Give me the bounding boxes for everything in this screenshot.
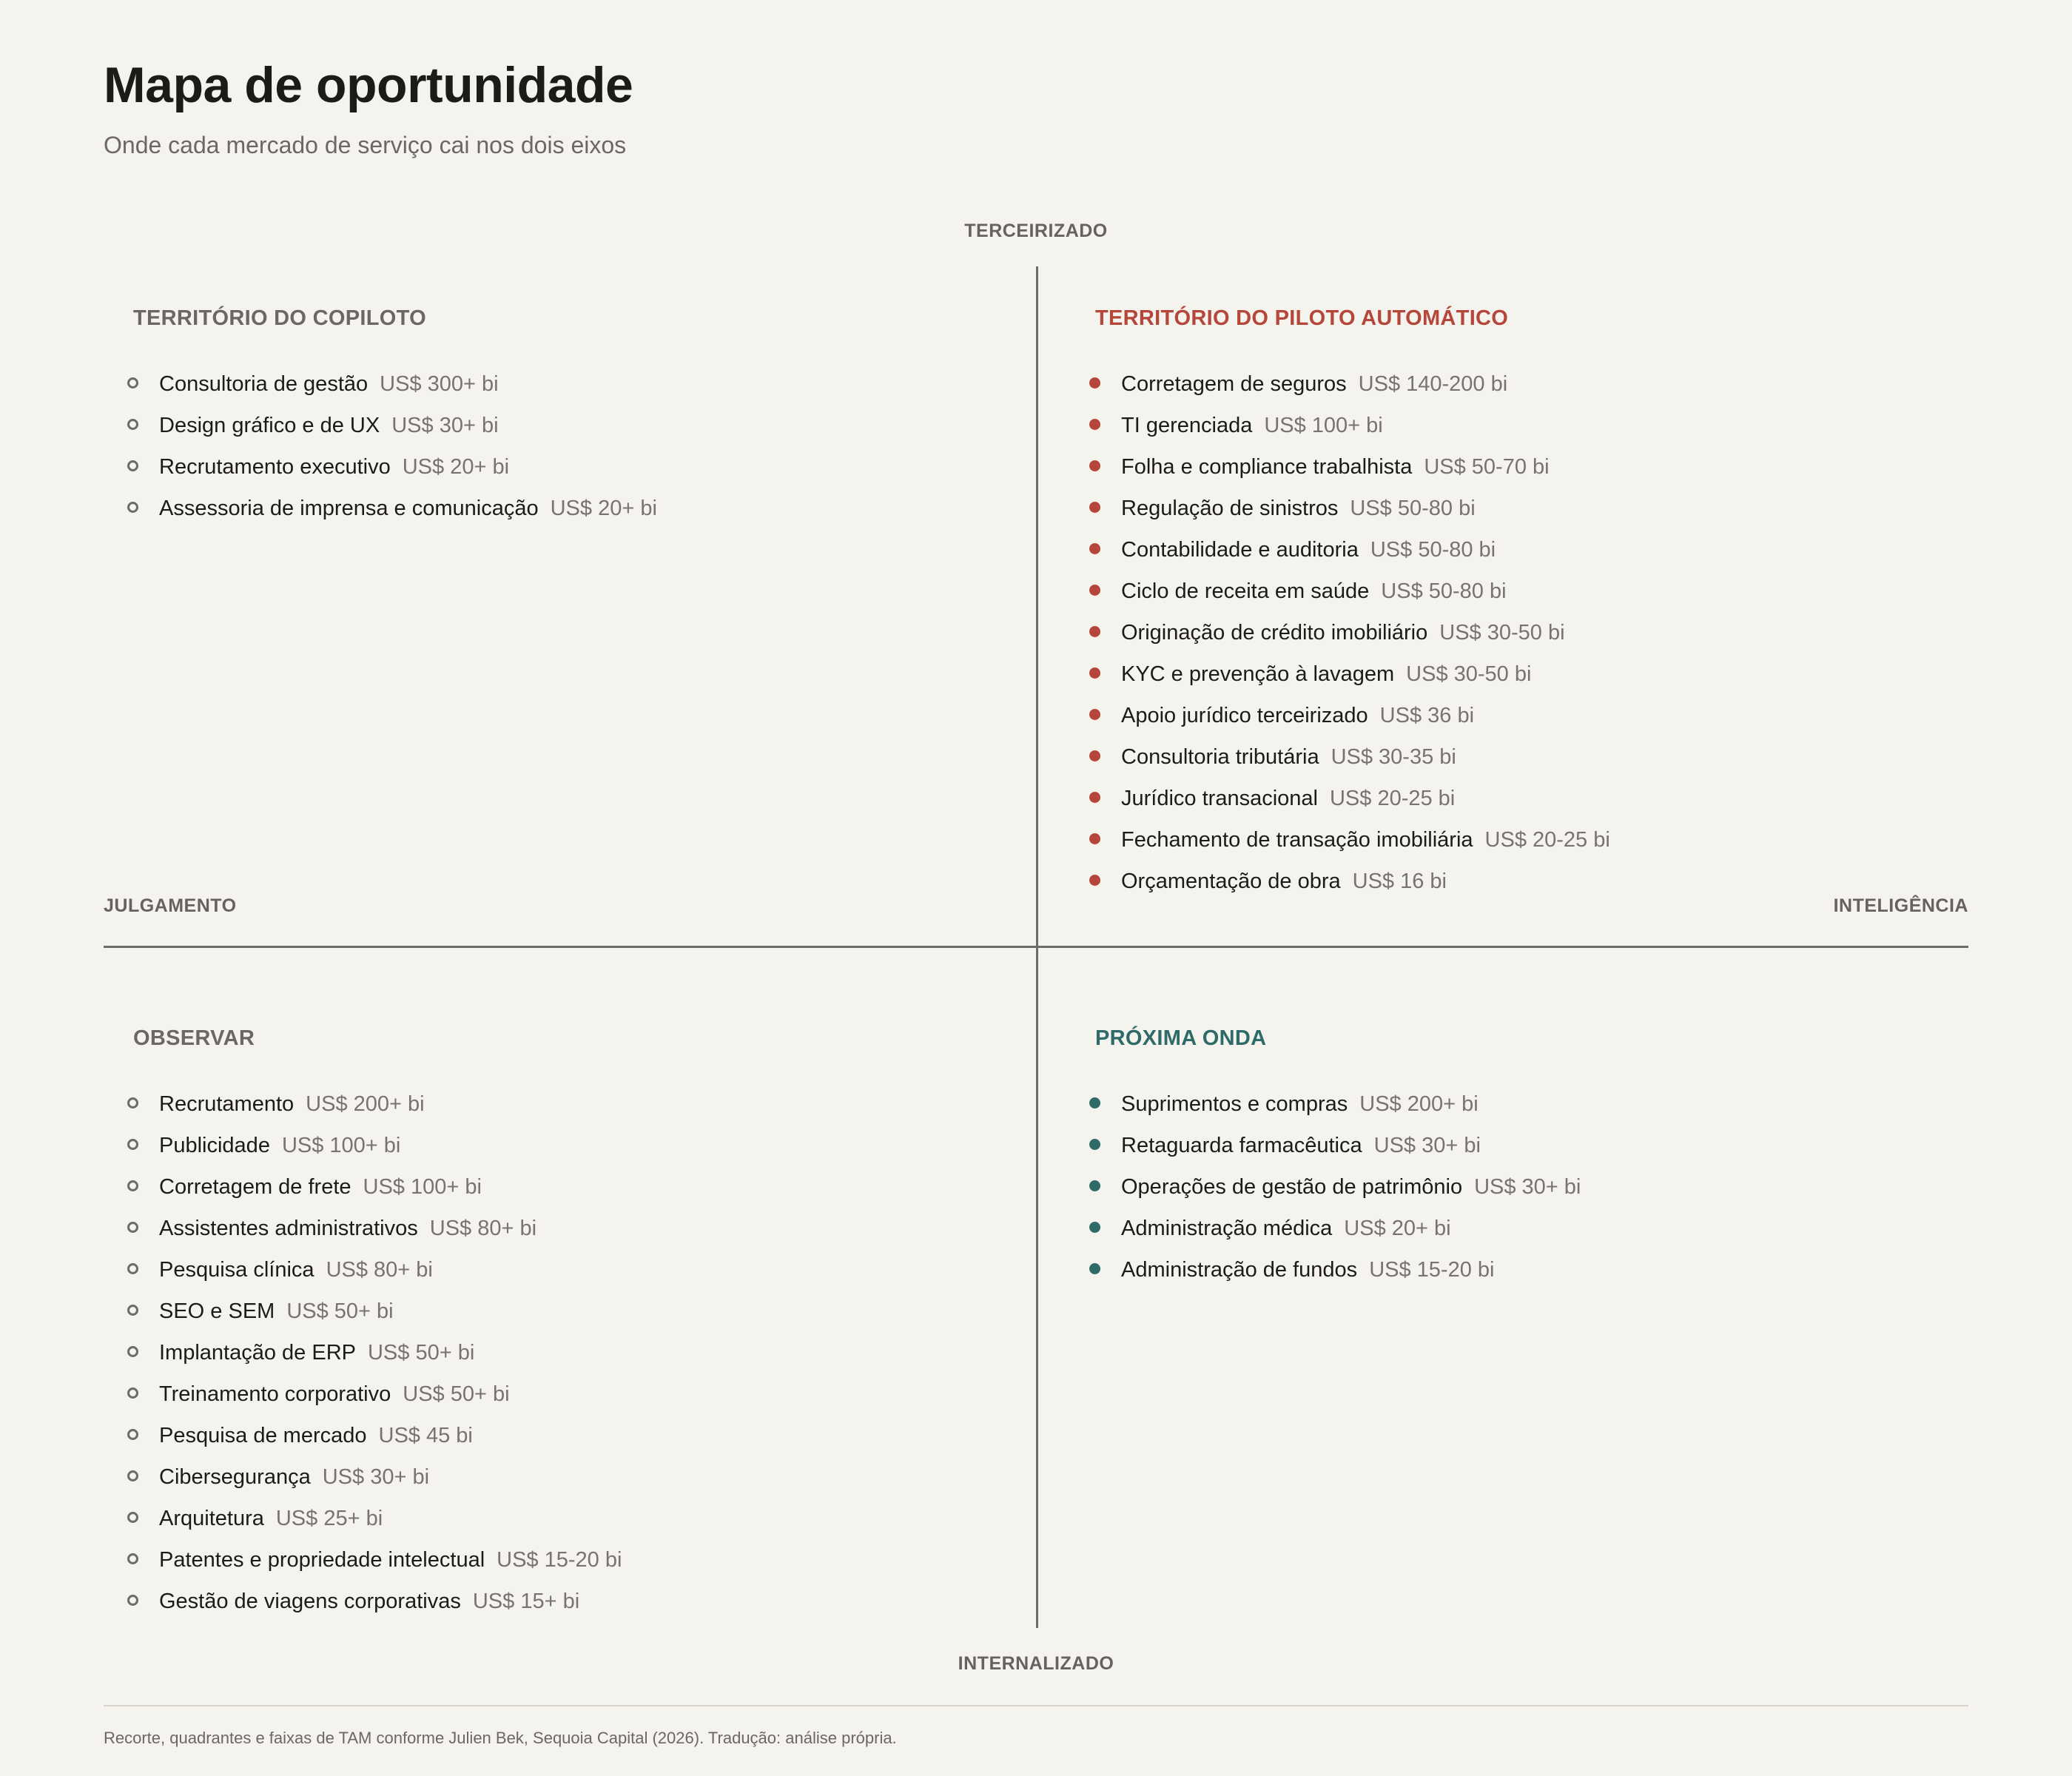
- item-name: Consultoria de gestão: [159, 371, 369, 396]
- item-value: US$ 16 bi: [1352, 869, 1447, 893]
- item-name: Implantação de ERP: [159, 1340, 356, 1365]
- bullet-icon: [1089, 1139, 1100, 1150]
- bullet-icon: [127, 1346, 138, 1357]
- item-value: US$ 20+ bi: [1344, 1216, 1451, 1240]
- bullet-icon: [127, 1470, 138, 1481]
- bullet-icon: [127, 1222, 138, 1233]
- list-item: [118, 1415, 622, 1456]
- bullet-icon: [1089, 1263, 1100, 1274]
- list-item: [118, 1166, 622, 1208]
- item-name: Treinamento corporativo: [159, 1382, 391, 1406]
- item-value: US$ 30-50 bi: [1439, 620, 1565, 645]
- quadrant-list: [1080, 363, 1610, 902]
- item-name: Apoio jurídico terceirizado: [1121, 703, 1368, 727]
- item-value: US$ 20+ bi: [402, 454, 510, 479]
- list-item: [118, 1581, 622, 1622]
- bullet-icon: [1089, 1180, 1100, 1191]
- item-value: US$ 50-80 bi: [1370, 537, 1496, 562]
- bullet-icon: [127, 1263, 138, 1274]
- item-value: US$ 36 bi: [1379, 703, 1475, 727]
- list-item: [118, 1083, 622, 1125]
- list-item: [118, 1208, 622, 1249]
- bullet-icon: [1089, 543, 1100, 554]
- quadrant-top-right: [1080, 306, 1610, 902]
- item-name: Orçamentação de obra: [1121, 869, 1341, 893]
- item-value: US$ 100+ bi: [281, 1133, 401, 1157]
- item-name: Jurídico transacional: [1121, 786, 1318, 810]
- quadrant-title: PRÓXIMA ONDA: [1095, 1026, 1267, 1050]
- item-name: Patentes e propriedade intelectual: [159, 1547, 485, 1572]
- list-item: [1080, 363, 1610, 405]
- bullet-icon: [127, 1553, 138, 1564]
- list-item: [1080, 405, 1610, 446]
- bullet-icon: [127, 460, 138, 471]
- list-item: [118, 488, 657, 529]
- item-name: Assessoria de imprensa e comunicação: [159, 496, 539, 520]
- item-name: Pesquisa clínica: [159, 1257, 314, 1282]
- list-item: [118, 1373, 622, 1415]
- item-value: US$ 50+ bi: [367, 1340, 475, 1365]
- item-value: US$ 30+ bi: [391, 413, 499, 437]
- quadrant-top-left: [118, 306, 657, 529]
- item-value: US$ 50-80 bi: [1381, 579, 1507, 603]
- list-item: [118, 1125, 622, 1166]
- bullet-icon: [1089, 875, 1100, 886]
- list-item: [1080, 1208, 1581, 1249]
- bullet-icon: [127, 1595, 138, 1606]
- list-item: [118, 363, 657, 405]
- item-name: Administração médica: [1121, 1216, 1333, 1240]
- item-name: Administração de fundos: [1121, 1257, 1358, 1282]
- axis-label-right: INTELIGÊNCIA: [1833, 895, 1968, 916]
- bullet-icon: [1089, 1222, 1100, 1233]
- item-name: KYC e prevenção à lavagem: [1121, 662, 1395, 686]
- item-name: Recrutamento: [159, 1092, 295, 1116]
- list-item: [118, 1291, 622, 1332]
- item-name: Fechamento de transação imobiliária: [1121, 827, 1473, 852]
- item-value: US$ 50-80 bi: [1350, 496, 1476, 520]
- bullet-icon: [1089, 709, 1100, 720]
- horizontal-axis-line: [104, 946, 1968, 948]
- list-item: [1080, 819, 1610, 861]
- item-value: US$ 20-25 bi: [1484, 827, 1610, 852]
- item-value: US$ 15-20 bi: [1369, 1257, 1495, 1282]
- bullet-icon: [127, 377, 138, 388]
- item-name: Operações de gestão de patrimônio: [1121, 1174, 1463, 1199]
- item-value: US$ 15-20 bi: [497, 1547, 622, 1572]
- bullet-icon: [1089, 626, 1100, 637]
- item-value: US$ 80+ bi: [429, 1216, 537, 1240]
- item-value: US$ 20+ bi: [550, 496, 657, 520]
- bullet-icon: [127, 1305, 138, 1316]
- list-item: [1080, 446, 1610, 488]
- item-value: US$ 200+ bi: [1359, 1092, 1479, 1116]
- item-value: US$ 25+ bi: [275, 1506, 383, 1530]
- item-name: SEO e SEM: [159, 1299, 275, 1323]
- list-item: [1080, 695, 1610, 736]
- item-value: US$ 30-35 bi: [1331, 744, 1456, 769]
- item-value: US$ 30+ bi: [1474, 1174, 1581, 1199]
- item-value: US$ 30-50 bi: [1406, 662, 1532, 686]
- item-value: US$ 80+ bi: [326, 1257, 433, 1282]
- list-item: [1080, 488, 1610, 529]
- item-name: Consultoria tributária: [1121, 744, 1319, 769]
- bullet-icon: [127, 1139, 138, 1150]
- bullet-icon: [1089, 792, 1100, 803]
- quadrant-bottom-left: [118, 1026, 622, 1622]
- item-value: US$ 100+ bi: [363, 1174, 482, 1199]
- bullet-icon: [127, 502, 138, 513]
- quadrant-title: OBSERVAR: [133, 1026, 255, 1050]
- bullet-icon: [1089, 502, 1100, 513]
- bullet-icon: [127, 1097, 138, 1109]
- item-name: Corretagem de seguros: [1121, 371, 1347, 396]
- item-name: Assistentes administrativos: [159, 1216, 418, 1240]
- bullet-icon: [1089, 419, 1100, 430]
- list-item: [1080, 1125, 1581, 1166]
- source-note: Recorte, quadrantes e faixas de TAM conforme Julien Bek, Sequoia Capital (2026). Tradução: análise própria.: [104, 1729, 897, 1747]
- item-value: US$ 45 bi: [378, 1423, 473, 1447]
- bullet-icon: [127, 1512, 138, 1523]
- list-item: [1080, 1249, 1581, 1291]
- list-item: [1080, 1083, 1581, 1125]
- item-value: US$ 20-25 bi: [1329, 786, 1456, 810]
- bullet-icon: [1089, 1097, 1100, 1109]
- page-title: Mapa de oportunidade: [104, 57, 633, 113]
- list-item: [1080, 529, 1610, 571]
- item-value: US$ 15+ bi: [472, 1589, 580, 1613]
- footer-divider: [104, 1705, 1968, 1706]
- page-subtitle: Onde cada mercado de serviço cai nos dois eixos: [104, 132, 627, 158]
- bullet-icon: [1089, 377, 1100, 388]
- list-item: [118, 1498, 622, 1539]
- axis-label-top: TERCEIRIZADO: [964, 221, 1108, 241]
- item-name: Corretagem de frete: [159, 1174, 352, 1199]
- bullet-icon: [1089, 585, 1100, 596]
- item-name: Gestão de viagens corporativas: [159, 1589, 461, 1613]
- item-name: TI gerenciada: [1121, 413, 1253, 437]
- item-name: Arquitetura: [159, 1506, 264, 1530]
- item-value: US$ 140-200 bi: [1358, 371, 1508, 396]
- list-item: [118, 1249, 622, 1291]
- item-value: US$ 50+ bi: [286, 1299, 394, 1323]
- item-value: US$ 300+ bi: [380, 371, 499, 396]
- bullet-icon: [1089, 460, 1100, 471]
- axis-label-left: JULGAMENTO: [104, 895, 237, 916]
- item-value: US$ 200+ bi: [306, 1092, 425, 1116]
- item-value: US$ 50+ bi: [403, 1382, 510, 1406]
- item-name: Contabilidade e auditoria: [1121, 537, 1359, 562]
- list-item: [1080, 571, 1610, 612]
- list-item: [1080, 861, 1610, 902]
- item-name: Cibersegurança: [159, 1464, 311, 1489]
- quadrant-bottom-right: [1080, 1026, 1581, 1291]
- bullet-icon: [127, 1388, 138, 1399]
- list-item: [1080, 612, 1610, 653]
- item-name: Pesquisa de mercado: [159, 1423, 367, 1447]
- quadrant-title: TERRITÓRIO DO PILOTO AUTOMÁTICO: [1095, 306, 1509, 330]
- list-item: [118, 1539, 622, 1581]
- list-item: [118, 405, 657, 446]
- bullet-icon: [1089, 750, 1100, 761]
- item-name: Suprimentos e compras: [1121, 1092, 1348, 1116]
- item-name: Ciclo de receita em saúde: [1121, 579, 1370, 603]
- quadrant-list: [118, 363, 657, 529]
- item-value: US$ 100+ bi: [1264, 413, 1383, 437]
- bullet-icon: [127, 1180, 138, 1191]
- list-item: [118, 1332, 622, 1373]
- item-value: US$ 50-70 bi: [1424, 454, 1550, 479]
- quadrant-list: [1080, 1083, 1581, 1291]
- bullet-icon: [1089, 833, 1100, 844]
- bullet-icon: [1089, 667, 1100, 679]
- item-name: Originação de crédito imobiliário: [1121, 620, 1428, 645]
- quadrant-title: TERRITÓRIO DO COPILOTO: [133, 306, 426, 330]
- item-name: Design gráfico e de UX: [159, 413, 380, 437]
- list-item: [1080, 778, 1610, 819]
- quadrant-list: [118, 1083, 622, 1622]
- item-value: US$ 30+ bi: [322, 1464, 430, 1489]
- item-name: Regulação de sinistros: [1121, 496, 1339, 520]
- list-item: [1080, 1166, 1581, 1208]
- item-name: Recrutamento executivo: [159, 454, 391, 479]
- list-item: [118, 446, 657, 488]
- axis-label-bottom: INTERNALIZADO: [958, 1653, 1114, 1674]
- list-item: [1080, 653, 1610, 695]
- list-item: [1080, 736, 1610, 778]
- item-name: Folha e compliance trabalhista: [1121, 454, 1413, 479]
- item-value: US$ 30+ bi: [1373, 1133, 1481, 1157]
- item-name: Retaguarda farmacêutica: [1121, 1133, 1362, 1157]
- bullet-icon: [127, 419, 138, 430]
- list-item: [118, 1456, 622, 1498]
- bullet-icon: [127, 1429, 138, 1440]
- item-name: Publicidade: [159, 1133, 270, 1157]
